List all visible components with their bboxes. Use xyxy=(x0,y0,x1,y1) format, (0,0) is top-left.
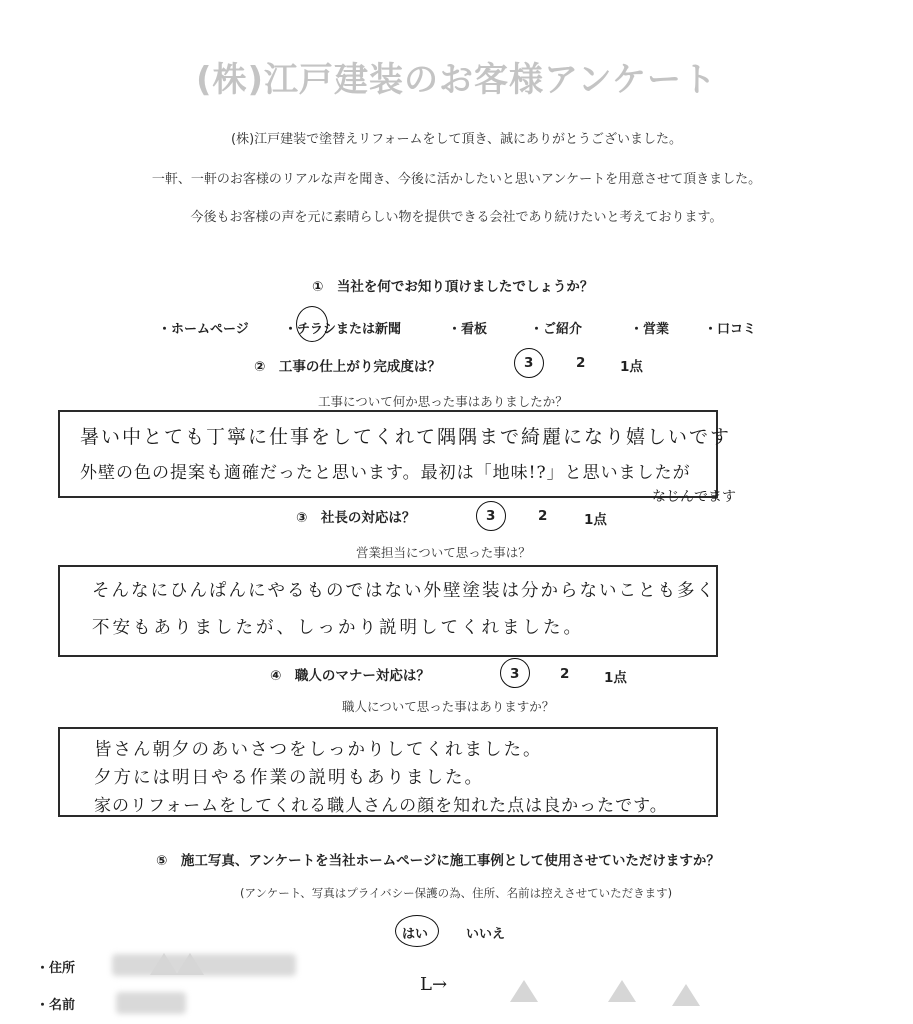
intro-line-3: 今後もお客様の声を元に素晴らしい物を提供できる会社であり続けたいと考えております。 xyxy=(190,210,723,225)
q2-scale-1[interactable]: 1点 xyxy=(620,359,643,375)
q2-answer-line-3: なじんでます xyxy=(652,489,736,505)
q1-label: ① 当社を何でお知り頂けましたでしょうか？ xyxy=(312,279,594,295)
q2-answer-line-2: 外壁の色の提案も適確だったと思います。最初は「地味!?」と思いましたが xyxy=(80,463,691,483)
q2-scale-3[interactable]: 3 xyxy=(524,355,534,371)
q5-selected-circle xyxy=(395,915,439,947)
name-label: ・名前 xyxy=(36,998,76,1013)
intro-line-2: 一軒、一軒のお客様のリアルな声を聞き、今後に活かしたいと思いアンケートを用意させて頂きました。 xyxy=(151,172,762,187)
q4-answer-line-2: 夕方には明日やる作業の説明もありました。 xyxy=(94,768,484,788)
q3-scale-2[interactable]: 2 xyxy=(538,508,548,524)
q5-label: ⑤ 施工写真、アンケートを当社ホームページに施工事例として使用させていただけますか？ xyxy=(156,853,720,869)
q4-label: ④ 職人のマナー対応は？ xyxy=(270,668,430,684)
q4-selected-circle xyxy=(500,658,530,688)
q4-scale-2[interactable]: 2 xyxy=(560,666,570,682)
q1-option-signboard[interactable]: ・看板 xyxy=(448,322,488,337)
q2-selected-circle xyxy=(514,348,544,378)
signature-redaction-mark xyxy=(608,980,636,1002)
q3-sub-question: 営業担当について思った事は？ xyxy=(356,545,531,560)
name-redacted-value xyxy=(116,992,186,1014)
q3-scale-1[interactable]: 1点 xyxy=(584,512,607,528)
address-redacted-value xyxy=(112,954,296,976)
q1-selected-circle xyxy=(296,306,328,342)
q3-selected-circle xyxy=(476,501,506,531)
q1-option-homepage[interactable]: ・ホームページ xyxy=(158,322,249,337)
address-redaction-mark xyxy=(176,953,204,975)
address-label: ・住所 xyxy=(36,961,76,976)
signature-redaction-mark xyxy=(672,984,700,1006)
q3-label: ③ 社長の対応は？ xyxy=(296,510,416,526)
q4-answer-line-3: 家のリフォームをしてくれる職人さんの顔を知れた点は良かったです。 xyxy=(94,796,668,816)
address-redaction-mark xyxy=(150,953,178,975)
survey-title: (株)江戸建装のお客様アンケート xyxy=(195,60,718,100)
q2-sub-question: 工事について何か思った事はありましたか？ xyxy=(318,394,568,409)
q3-answer-line-1: そんなにひんぱんにやるものではない外壁塗装は分からないことも多く xyxy=(92,581,716,601)
q1-option-referral[interactable]: ・ご紹介 xyxy=(530,322,583,337)
q1-option-flyer[interactable]: ・チラシまたは新聞 xyxy=(284,322,402,337)
q2-label: ② 工事の仕上がり完成度は？ xyxy=(254,359,441,375)
q3-answer-line-2: 不安もありましたが、しっかり説明してくれました。 xyxy=(92,618,584,638)
q4-scale-3[interactable]: 3 xyxy=(510,666,520,682)
q2-scale-2[interactable]: 2 xyxy=(576,355,586,371)
q4-answer-line-1: 皆さん朝夕のあいさつをしっかりしてくれました。 xyxy=(94,740,543,760)
q1-option-wordofmouth[interactable]: ・口コミ xyxy=(704,322,757,337)
q1-option-sales[interactable]: ・営業 xyxy=(630,322,670,337)
handwritten-arrow: L→ xyxy=(420,974,448,995)
q5-note: (アンケート、写真はプライバシー保護の為、住所、名前は控えさせていただきます) xyxy=(240,886,673,900)
signature-redaction-mark xyxy=(510,980,538,1002)
q5-yes-option[interactable]: はい xyxy=(402,927,429,942)
q2-answer-line-1: 暑い中とても丁寧に仕事をしてくれて隅隅まで綺麗になり嬉しいです xyxy=(80,426,732,448)
q4-scale-1[interactable]: 1点 xyxy=(604,670,627,686)
intro-line-1: (株)江戸建装で塗替えリフォームをして頂き、誠にありがとうございました。 xyxy=(231,132,682,147)
q5-no-option[interactable]: いいえ xyxy=(466,927,506,942)
q4-sub-question: 職人について思った事はありますか？ xyxy=(342,699,555,714)
q3-scale-3[interactable]: 3 xyxy=(486,508,496,524)
